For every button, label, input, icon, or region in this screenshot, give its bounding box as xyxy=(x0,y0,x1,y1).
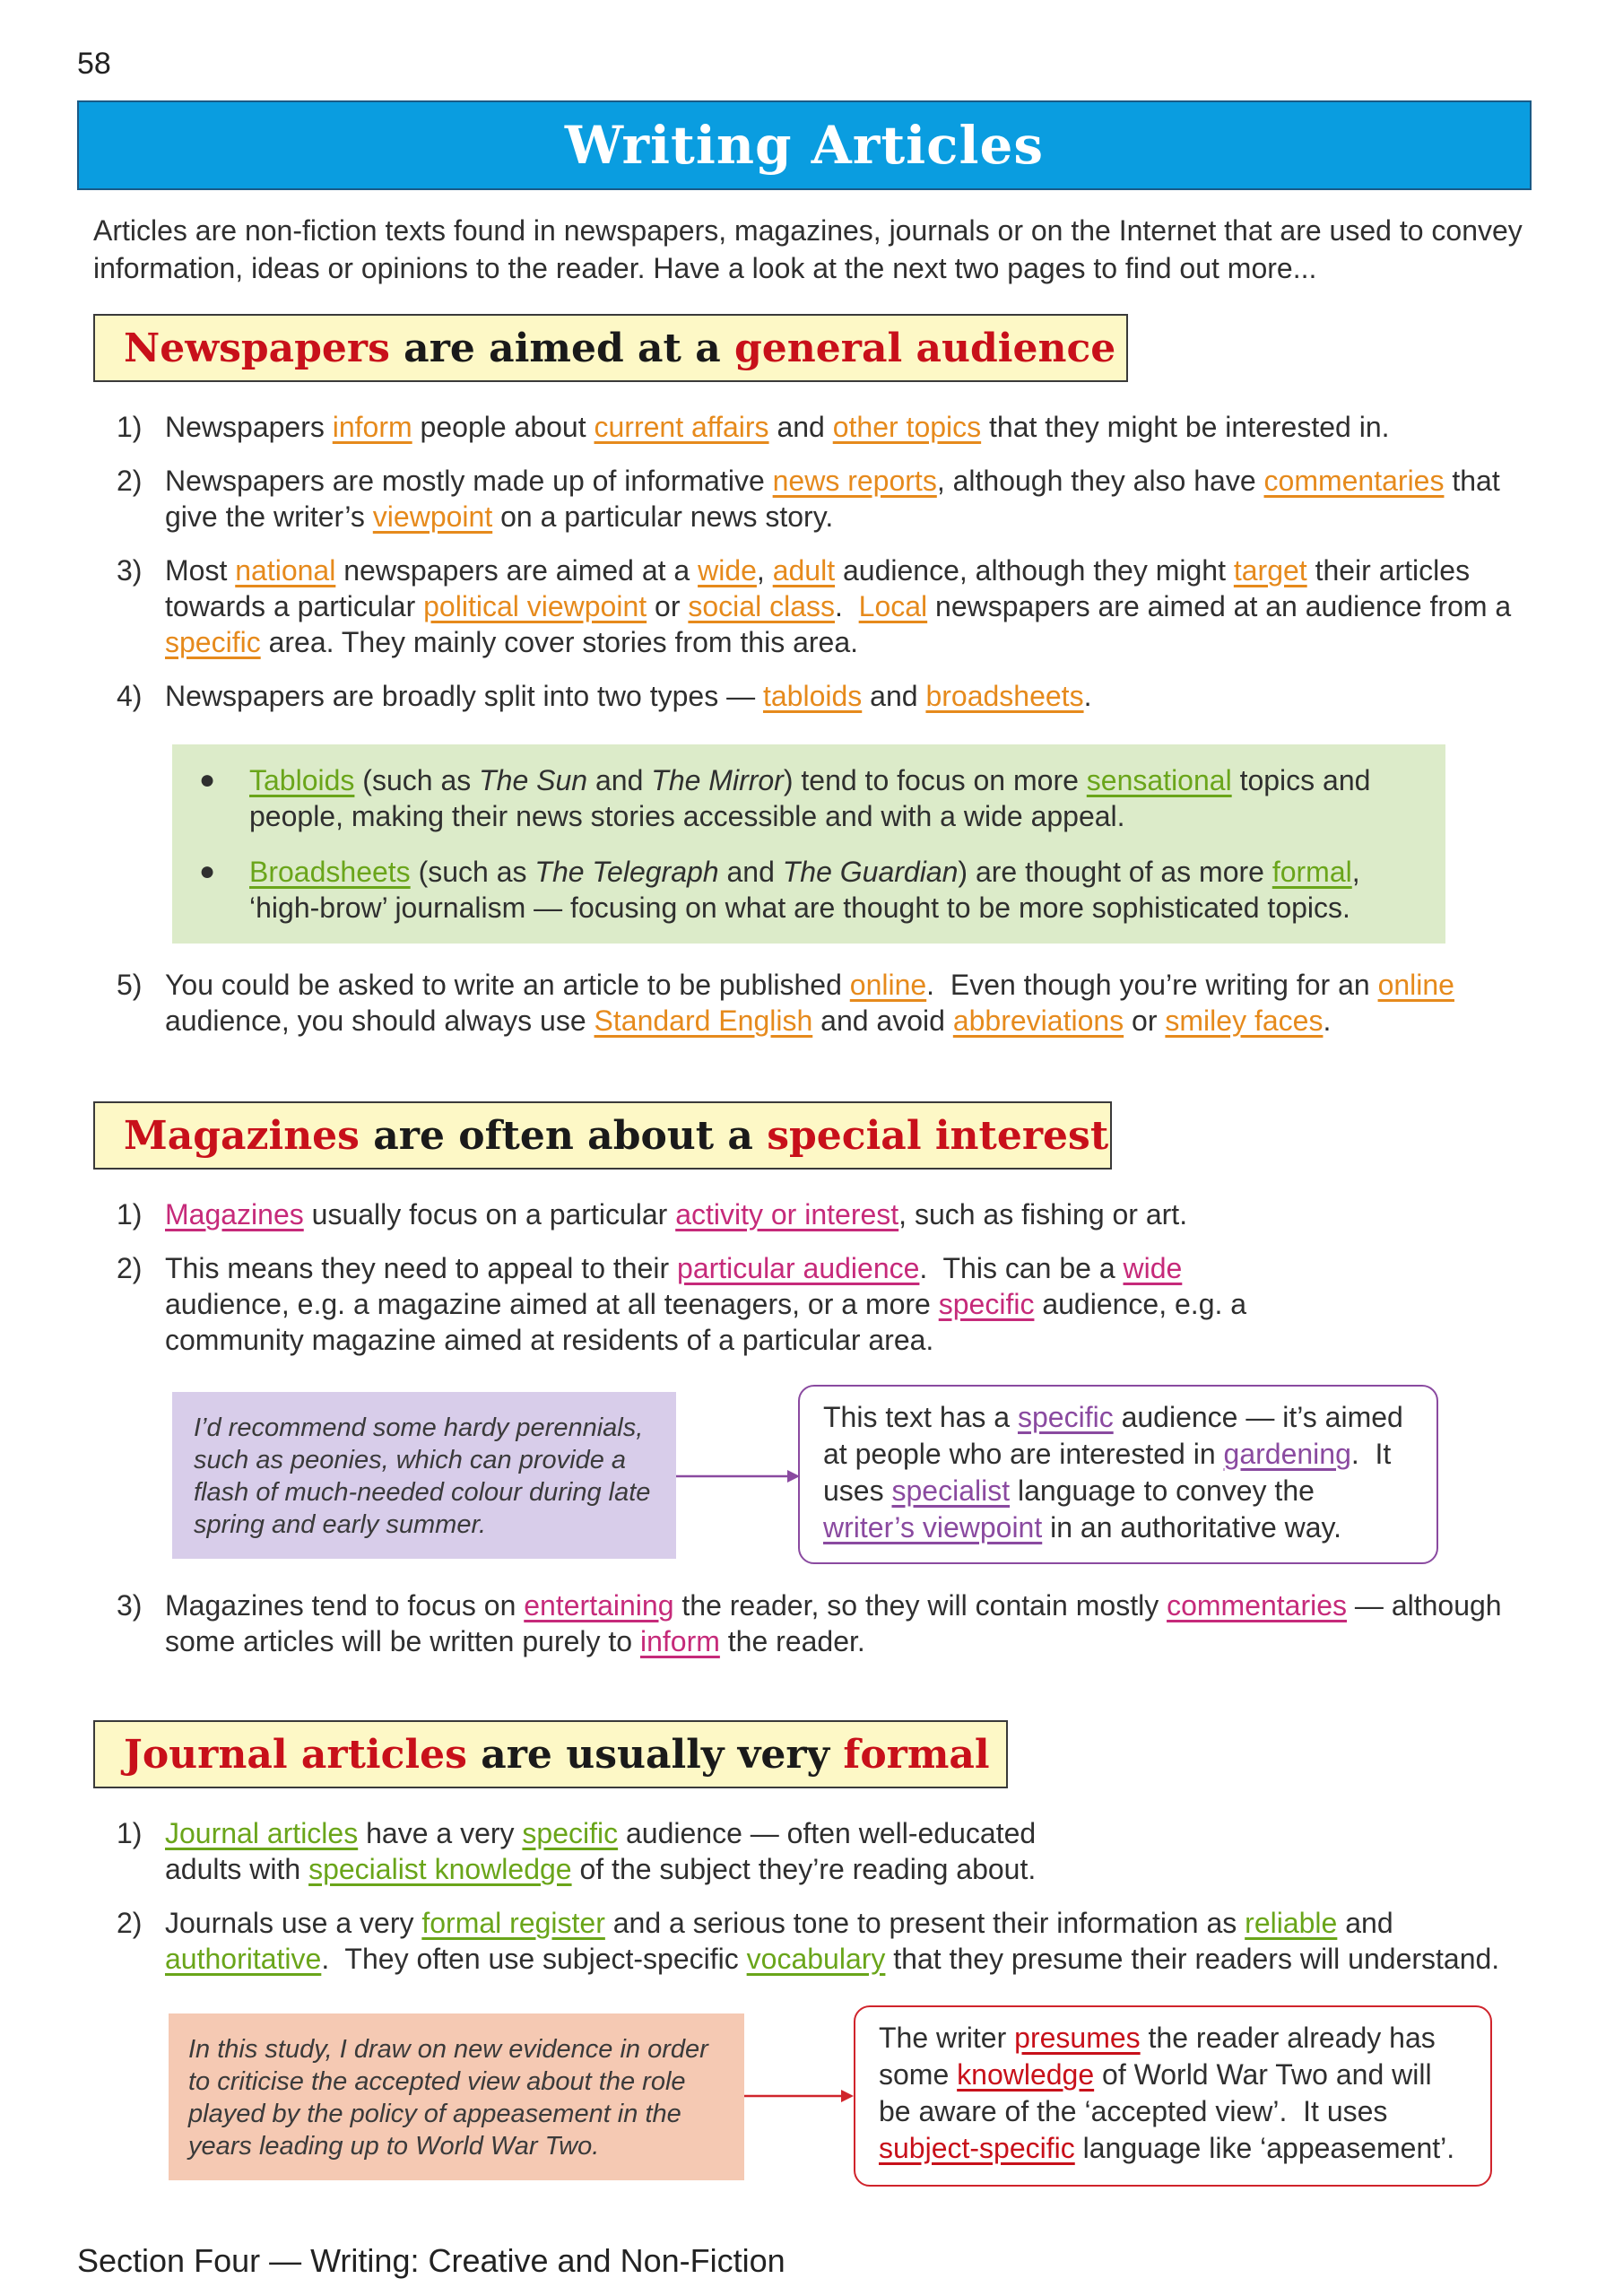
newspapers-point-5: 5) You could be asked to write an article to be published online. Even though you’re writing for an online audience, you should always use Standard English and avoid abbreviations or smiley faces. xyxy=(117,969,1454,1037)
intro-paragraph: Articles are non-fiction texts found in newspapers, magazines, journals or on the Internet that are used to convey information, ideas or opinions to the reader. Have a look at the next two pages to find out more... xyxy=(93,214,1523,284)
newspapers-point-1: 1) Newspapers inform people about current affairs and other topics that they might be interested in. xyxy=(117,411,1390,443)
newspapers-point-2: 2) Newspapers are mostly made up of informative news reports, although they also have commentaries that give the writer’s viewpoint on a particular news story. xyxy=(117,465,1500,533)
magazines-point-3: 3) Magazines tend to focus on entertaining the reader, so they will contain mostly commentaries — although some articles will be written purely to inform the reader. xyxy=(117,1589,1502,1657)
journals-point-2: 2) Journals use a very formal register and a serious tone to present their information as reliable and authoritative. They often use subject-specific vocabulary that they presume their readers will understand. xyxy=(117,1907,1500,1975)
newspaper-types-box xyxy=(172,744,1445,944)
page-number: 58 xyxy=(77,47,111,81)
magazine-example-quote: I’d recommend some hardy perennials, such as peonies, which can provide a flash of much-needed colour during late spring and early summer. xyxy=(172,1392,676,1559)
journal-arrow-icon xyxy=(744,2087,855,2105)
title-banner xyxy=(77,100,1532,190)
journal-comment-box: The writer presumes the reader already has some knowledge of World War Two and will be aware of the ‘accepted view’. It uses subject-specific language like ‘appeasement’. xyxy=(854,2005,1492,2187)
magazine-comment-box: This text has a specific audience — it’s aimed at people who are interested in gardening. It uses specialist language to convey the writer’s viewpoint in an authoritative way. xyxy=(798,1385,1438,1564)
magazine-arrow-icon xyxy=(676,1467,802,1485)
magazines-points-cont xyxy=(117,1587,1533,1677)
journal-example-quote: In this study, I draw on new evidence in order to criticise the accepted view about the role played by the policy of appeasement in the years leading up to World War Two. xyxy=(169,2013,744,2180)
newspapers-points xyxy=(117,409,1533,732)
bullet-icon: ● xyxy=(199,857,216,886)
newspapers-heading: Newspapers are aimed at a general audience xyxy=(93,314,1128,382)
journals-point-1: 1) Journal articles have a very specific audience — often well-educated adults with specialist knowledge of the subject they’re reading about. xyxy=(117,1817,1037,1885)
newspapers-points-cont xyxy=(117,967,1533,1057)
journals-points xyxy=(117,1815,1542,1995)
magazines-point-2: 2) This means they need to appeal to their particular audience. This can be a wide audience, e.g. a magazine aimed at all teenagers, or a more specific audience, e.g. a community magazine aimed at residents of a particular area. xyxy=(117,1252,1247,1356)
bullet-icon: ● xyxy=(199,765,216,795)
magazines-point-1: 1) Magazines usually focus on a particular activity or interest, such as fishing or art. xyxy=(117,1198,1188,1231)
magazines-heading: Magazines are often about a special interest xyxy=(93,1101,1112,1170)
newspapers-point-4: 4) Newspapers are broadly split into two types — tabloids and broadsheets. xyxy=(117,680,1092,712)
magazines-points xyxy=(117,1196,1300,1376)
page-title: Writing Articles xyxy=(564,115,1045,176)
section-footer: Section Four — Writing: Creative and Non-Fiction xyxy=(77,2242,785,2279)
tabloids-bullet: ● Tabloids (such as The Sun and The Mirror) tend to focus on more sensational topics and people, making their news stories accessible and with a wide appeal. xyxy=(199,764,1371,832)
journals-heading: Journal articles are usually very formal xyxy=(93,1720,1008,1788)
broadsheets-bullet: ● Broadsheets (such as The Telegraph and The Guardian) are thought of as more formal, ‘high-brow’ journalism — focusing on what are thought to be more sophisticated topics. xyxy=(199,856,1360,924)
newspapers-point-3: 3) Most national newspapers are aimed at a wide, adult audience, although they might target their articles towards a particular political viewpoint or social class. Local newspapers are aimed at an audience from a specific area. They mainly cover stories from this area. xyxy=(117,554,1512,658)
